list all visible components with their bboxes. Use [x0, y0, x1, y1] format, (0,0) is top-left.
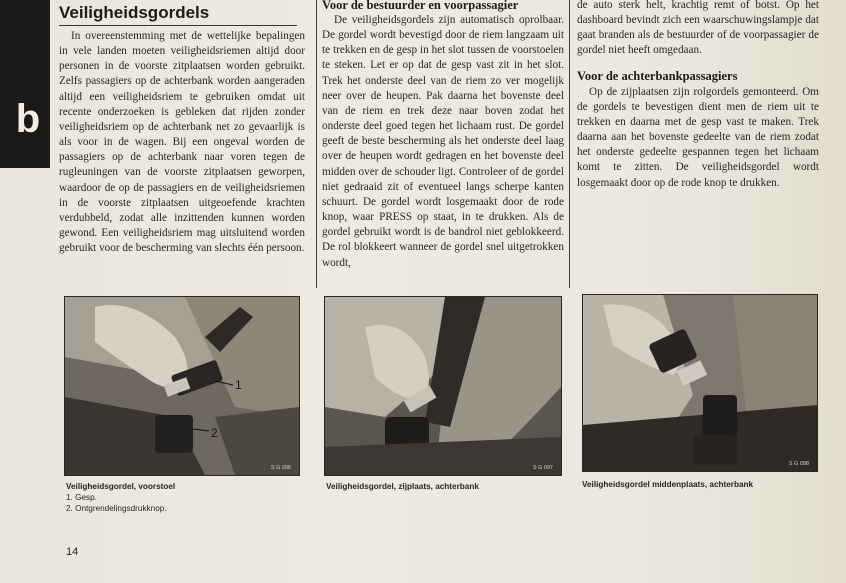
chapter-tab-letter: b	[15, 97, 41, 141]
callout-2: 2	[211, 426, 218, 440]
figure-caption-front	[66, 481, 306, 514]
chapter-tab	[0, 0, 50, 168]
front-seats-heading: Voor de bestuurder en voorpassagier	[322, 0, 519, 12]
column-right	[577, 0, 819, 191]
continued-paragraph: de auto sterk helt, krachtig remt of botst. Op het dashboard bevindt zich een waarschuwingslampje dat gaat branden als de bestuurder of de voorpassagier de gordel niet heeft omgedaan.	[577, 0, 819, 57]
caption-title: Veiligheidsgordel, zijplaats, achterbank	[326, 482, 479, 491]
column-divider	[316, 0, 317, 288]
caption-note: 2. Ontgrendelingsdrukknop.	[66, 504, 167, 513]
figure-code: S G 097	[532, 465, 553, 471]
column-divider	[569, 0, 570, 288]
rear-side-seat-belt-illustration	[325, 297, 561, 475]
photo-rear-side-seat-belt	[324, 296, 562, 476]
section-title: Veiligheidsgordels	[59, 3, 210, 22]
callout-1: 1	[235, 378, 242, 392]
caption-title: Veiligheidsgordel middenplaats, achterbank	[582, 480, 754, 489]
rear-seats-heading: Voor de achterbankpassagiers	[577, 68, 738, 83]
front-seat-belt-illustration	[65, 297, 299, 475]
column-middle	[322, 0, 564, 271]
rear-seats-paragraph: Op de zijplaatsen zijn rolgordels gemonteerd. Om de gordels te bevestigen dient men de riem uit te trekken en daarna met de gesp vast te maken. Trek daarna aan het bovenste gedeelte van de riem zodat het onderste gedeelte gespannen tegen het lichaam komt te zitten. De veiligheidsgordel wordt losgemaakt door op de rode knop te drukken.	[577, 85, 819, 189]
caption-title: Veiligheidsgordel, voorstoel	[66, 482, 176, 491]
figure-code: S G 096	[270, 465, 291, 471]
photo-front-seat-belt	[64, 296, 300, 476]
title-rule	[59, 25, 297, 26]
figure-caption-rear-middle	[582, 479, 822, 490]
rear-middle-seat-belt-illustration	[583, 295, 817, 471]
intro-paragraph: In overeenstemming met de wettelijke bepalingen in vele landen moeten veiligheidsriemen altijd door personen in de voorste zitplaatsen worden gebruikt. Zelfs passagiers op de achterbank worden aangeraden altijd een veiligheidsriem te gebruiken omdat uit recente onderzoeken is gebleken dat rijden zonder veiligheidsriem op de achterbank net zo gevaarlijk is als voor in de wagen. Bij een ongeval worden de passagiers op de achterbank naar voren tegen de rugleuningen van de voorste zitplaatsen geworpen, waardoor de op de passagiers en de veiligheidsriemen in de voorste zitplaatsen uitgeoefende krachten verdubbeld, zodat alle inzittenden kunnen worden gewond. Een veiligheidsriem mag uitsluitend worden gebruikt voor de bescherming van slechts één persoon.	[59, 30, 305, 255]
figure-caption-rear-side	[326, 481, 564, 492]
page-number: 14	[66, 546, 79, 558]
caption-note: 1. Gesp.	[66, 493, 97, 502]
figure-code: S G 098	[788, 461, 809, 467]
column-left	[59, 2, 305, 256]
front-seats-paragraph: De veiligheidsgordels zijn automatisch oprolbaar. De gordel wordt bevestigd door de riem langzaam uit te trekken en de gesp in het slot tussen de voorstoelen te steken. Let er op dat de gesp vast zit in het slot. Trek het onderste deel van de riem zo ver mogelijk neer over de heupen. Pak daarna het bovenste deel van de riem en trek deze naar boven zodat het onderste deel goed tegen het lichaam rust. De gordel geeft de beste bescherming als het onderste deel laag over de heupen wordt gedragen en het bovenste deel midden over de schouder ligt. Controleer of de gordel niet gedraaid zit of eventueel langs scherpe kanten schuurt. De gordel wordt losgemaakt door de rode knop, waar PRESS op staat, in te drukken. Als de gordel gebruikt wordt is de bandrol niet geblokkeerd. De rol blokkeert wanneer de gordel snel uitgetrokken wordt,	[322, 14, 564, 269]
photo-rear-middle-seat-belt	[582, 294, 818, 472]
